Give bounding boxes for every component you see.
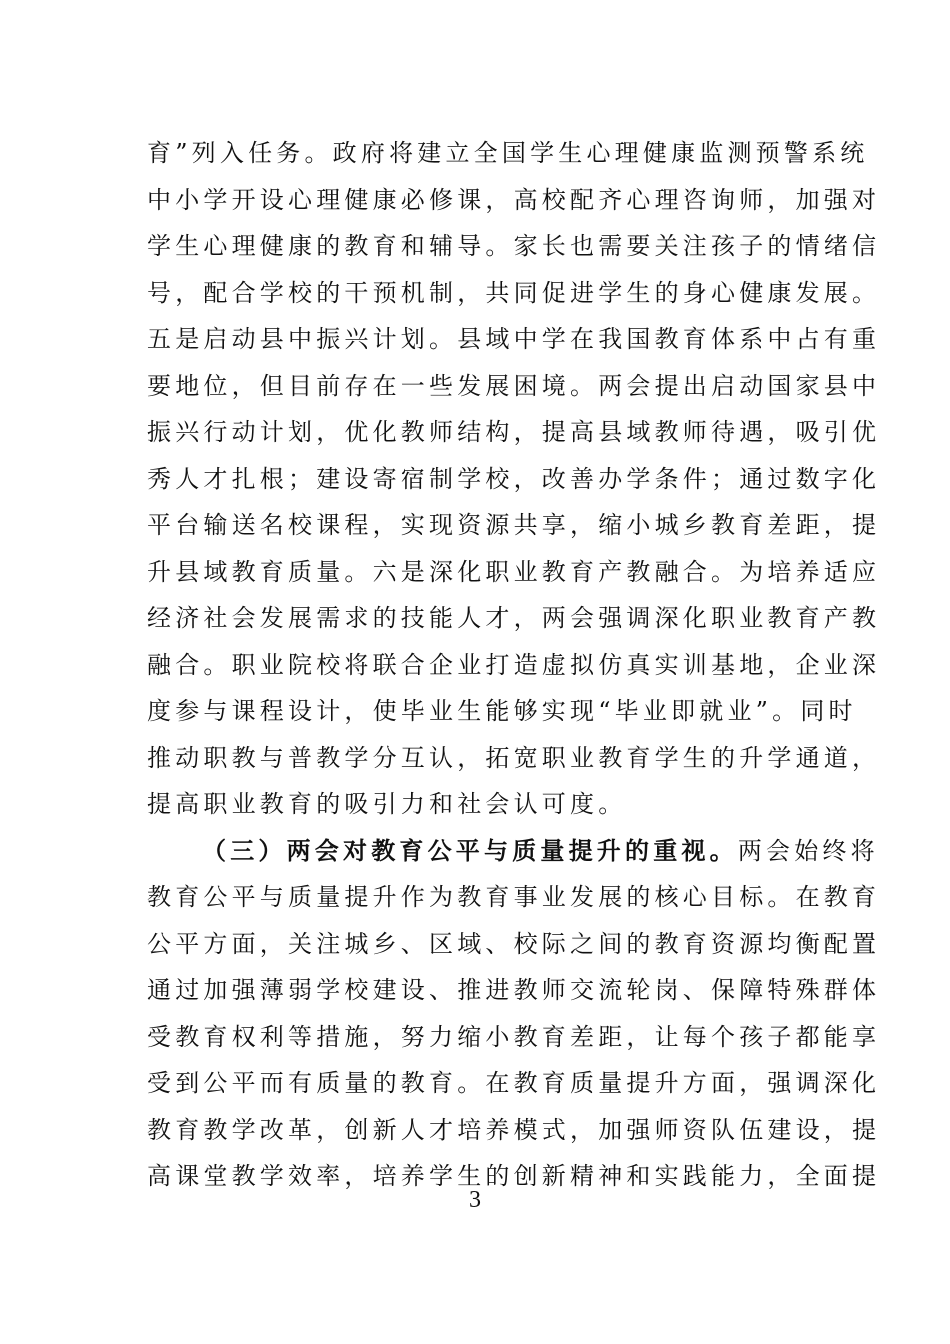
text-line: 教育公平与质量提升作为教育事业发展的核心目标。在教育 bbox=[147, 883, 881, 911]
text-line: 秀人才扎根；建设寄宿制学校，改善办学条件；通过数字化 bbox=[147, 464, 881, 493]
text-line: 提高职业教育的吸引力和社会认可度。 bbox=[147, 790, 627, 818]
text-line: 受教育权利等措施，努力缩小教育差距，让每个孩子都能享 bbox=[147, 1022, 881, 1051]
section-3-first-line-text: 两会始终将 bbox=[737, 836, 879, 865]
text-line: 要地位，但目前存在一些发展困境。两会提出启动国家县中 bbox=[147, 371, 881, 400]
text-line: 中小学开设心理健康必修课，高校配齐心理咨询师，加强对 bbox=[147, 185, 881, 214]
text-line: 升县域教育质量。六是深化职业教育产教融合。为培养适应 bbox=[147, 557, 881, 586]
section-3-first-line bbox=[147, 828, 879, 875]
text-line: 育”列入任务。政府将建立全国学生心理健康监测预警系统 bbox=[147, 139, 869, 167]
page-number: 3 bbox=[469, 1187, 481, 1213]
text-line: 推动职教与普教学分互认，拓宽职业教育学生的升学通道， bbox=[147, 743, 881, 772]
body-text bbox=[147, 130, 881, 1200]
text-line: 融合。职业院校将联合企业打造虚拟仿真实训基地，企业深 bbox=[147, 650, 881, 679]
text-line: 通过加强薄弱学校建设、推进教师交流轮岗、保障特殊群体 bbox=[147, 976, 881, 1004]
text-line: 教育教学改革，创新人才培养模式，加强师资队伍建设，提 bbox=[147, 1115, 881, 1144]
text-line: 公平方面，关注城乡、区域、校际之间的教育资源均衡配置 bbox=[147, 929, 881, 958]
text-line: 号，配合学校的干预机制，共同促进学生的身心健康发展。 bbox=[147, 278, 881, 307]
text-line: 学生心理健康的教育和辅导。家长也需要关注孩子的情绪信 bbox=[147, 232, 881, 260]
text-line: 度参与课程设计，使毕业生能够实现“毕业即就业”。同时 bbox=[147, 697, 857, 725]
text-line: 平台输送名校课程，实现资源共享，缩小城乡教育差距，提 bbox=[147, 511, 881, 539]
text-line: 受到公平而有质量的教育。在教育质量提升方面，强调深化 bbox=[147, 1069, 881, 1097]
text-line: 高课堂教学效率，培养学生的创新精神和实践能力，全面提 bbox=[147, 1162, 881, 1190]
text-line: 经济社会发展需求的技能人才，两会强调深化职业教育产教 bbox=[147, 604, 881, 632]
text-line: 五是启动县中振兴计划。县域中学在我国教育体系中占有重 bbox=[147, 325, 881, 353]
text-line: 振兴行动计划，优化教师结构，提高县域教师待遇，吸引优 bbox=[147, 418, 881, 446]
section-3-heading: （三）两会对教育公平与质量提升的重视。 bbox=[202, 835, 738, 865]
